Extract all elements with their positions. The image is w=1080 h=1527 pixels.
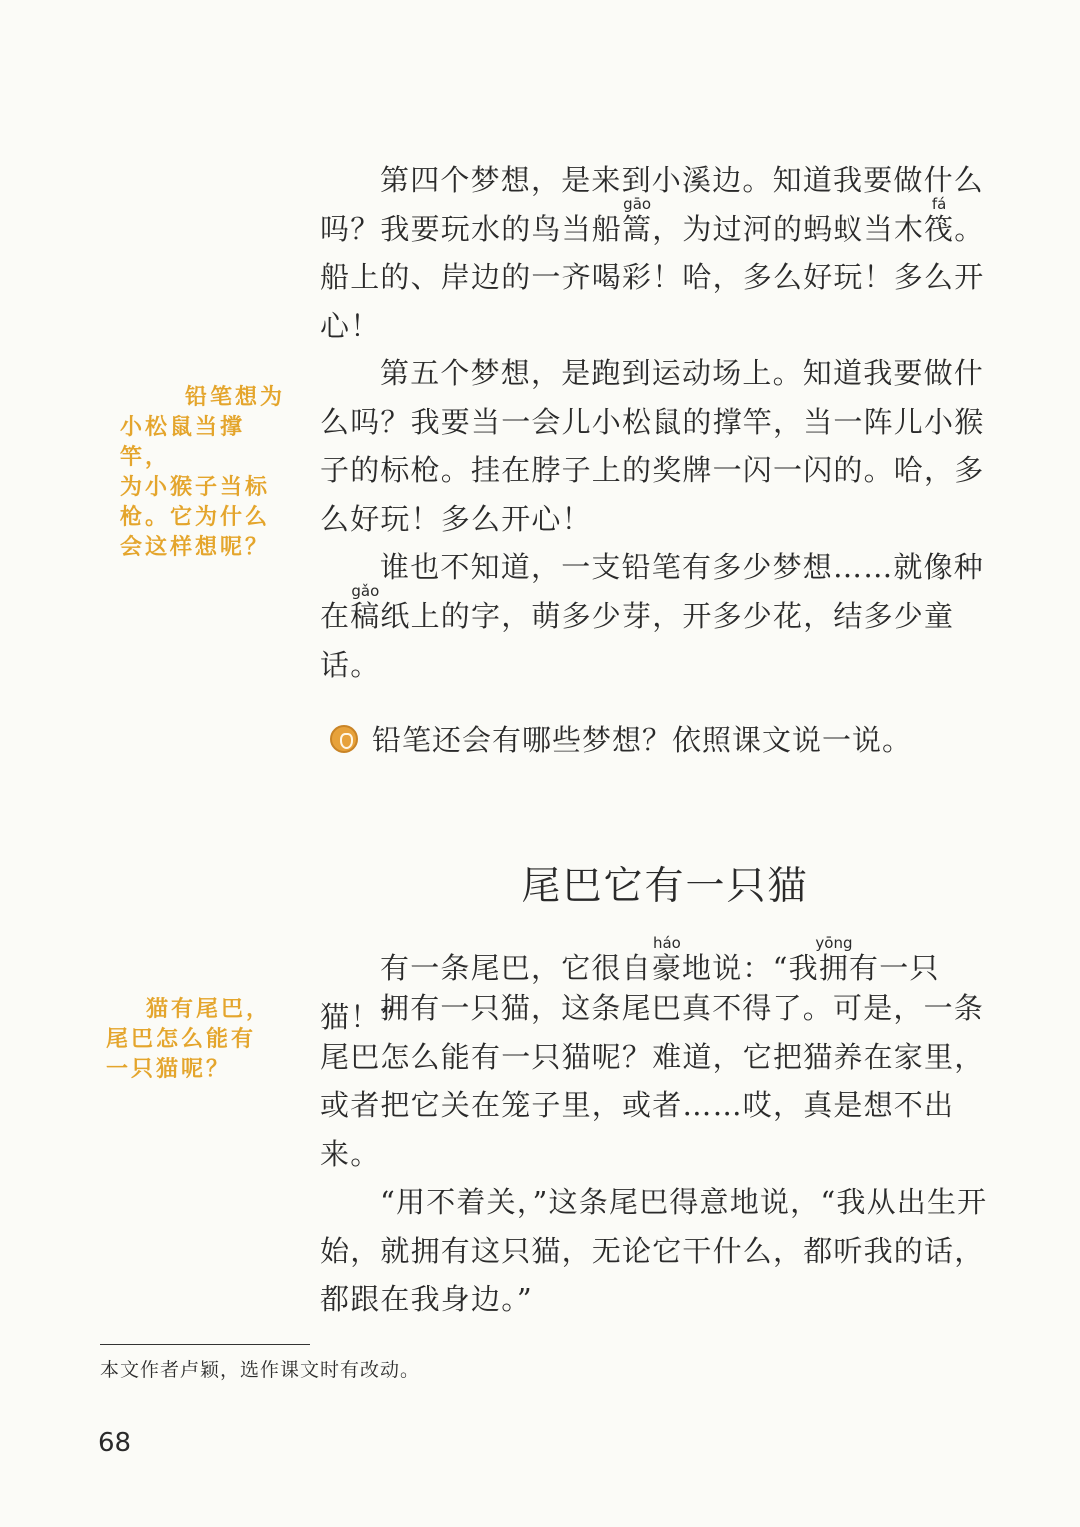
margin-note-cat <box>106 994 271 1084</box>
note-line: 枪。它为什么 <box>120 504 271 530</box>
note-line: 猫有尾巴， <box>145 996 271 1022</box>
footnote-divider <box>100 1344 310 1345</box>
note-line: 小松鼠当撑竿， <box>120 414 246 470</box>
paragraph-text: 纸上的字，萌多少芽，开多少花，结多少童话。 <box>320 599 955 682</box>
paragraph-text: 有一条尾巴，它很自 <box>380 951 652 985</box>
paragraph-text: 第四个梦想，是来到小溪边。知道我要做什么吗？我要玩水的鸟当船 <box>320 163 985 246</box>
paragraph-tail-reply <box>320 1178 1010 1324</box>
paragraph-tail-wonder <box>320 984 1010 1178</box>
paragraph-closing <box>320 543 1010 689</box>
note-line: 铅笔想为 <box>184 384 285 410</box>
paragraph-text: 地说：“我 <box>682 951 819 985</box>
footnote: 本文作者卢颖，选作课文时有改动。 <box>100 1359 421 1381</box>
pinyin-annotation: 豪háo <box>651 934 683 985</box>
pinyin-annotation: 稿gǎo <box>350 582 381 633</box>
paragraph-text: “用不着关，”这条尾巴得意地说，“我从出生开始，就拥有这只猫，无论它干什么，都听我的话，都跟在我身边。” <box>320 1185 988 1316</box>
paragraph-text: 拥有一只猫，这条尾巴真不得了。可是，一条尾巴怎么能有一只猫呢？难道，它把猫养在家里，或者把它关在笼子里，或者……哎，真是想不出来。 <box>320 991 985 1171</box>
pinyin-annotation: 拥yōng <box>815 934 853 985</box>
page-number: 68 <box>98 1428 132 1458</box>
note-line: 为小猴子当标 <box>120 474 271 500</box>
paragraph-text: 谁也不知道，一支铅笔有多少梦想……就像种在 <box>320 550 985 633</box>
speech-bubble-icon <box>330 725 358 753</box>
paragraph-dream-five <box>320 349 1010 543</box>
margin-note-pencil <box>120 382 285 562</box>
note-line: 会这样想呢？ <box>120 534 271 560</box>
paragraph-text: 有一只猫！” <box>320 951 940 1034</box>
prompt-text: 铅笔还会有哪些梦想？依照课文说一说。 <box>372 723 913 757</box>
note-line: 尾巴怎么能有 <box>106 1026 257 1052</box>
paragraph-text: 。船上的、岸边的一齐喝彩！哈，多么好玩！多么开心！ <box>320 211 985 343</box>
pinyin-annotation: 篙gāo <box>622 194 653 246</box>
paragraph-text: 第五个梦想，是跑到运动场上。知道我要做什么吗？我要当一会儿小松鼠的撑竿，当一阵儿小猴子的标枪。挂在脖子上的奖牌一闪一闪的。哈，多么好玩！多么开心！ <box>320 356 985 536</box>
paragraph-text: ，为过河的蚂蚁当木 <box>652 211 925 246</box>
paragraph-dream-four <box>320 156 1010 350</box>
pinyin-annotation: 筏fá <box>924 194 955 246</box>
lesson-title: 尾巴它有一只猫 <box>521 864 809 909</box>
activity-prompt <box>330 718 912 759</box>
note-line: 一只猫呢？ <box>106 1056 232 1082</box>
